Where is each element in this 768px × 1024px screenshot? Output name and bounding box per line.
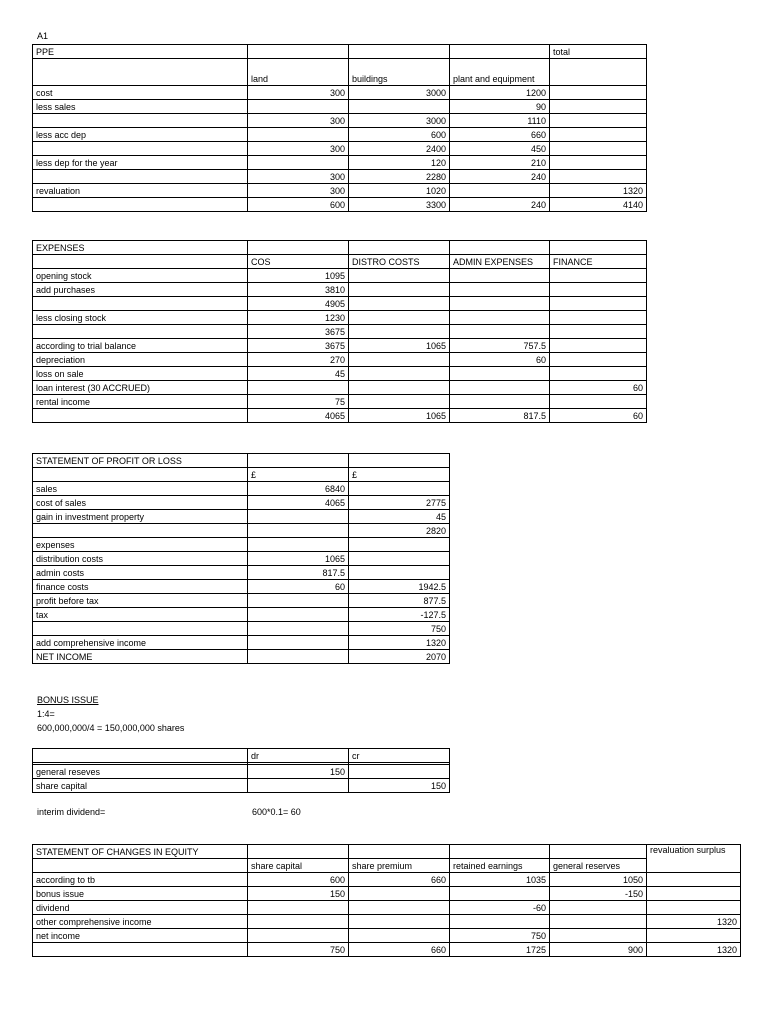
soce-header-general-reserves: general reserves	[550, 859, 647, 873]
pl-row-label: distribution costs	[33, 552, 248, 566]
pl-row	[33, 552, 450, 566]
ppe-title-row	[33, 45, 647, 59]
expenses-row	[33, 409, 647, 423]
pl-cell	[248, 510, 349, 524]
expenses-row	[33, 367, 647, 381]
ppe-cell: 600	[248, 198, 349, 212]
pl-cell	[248, 524, 349, 538]
soce-cell	[349, 901, 450, 915]
soce-cell: -150	[550, 887, 647, 901]
pl-cell: 45	[349, 510, 450, 524]
pl-cell	[248, 636, 349, 650]
ppe-cell: 2400	[349, 142, 450, 156]
ppe-header-total: total	[550, 45, 647, 59]
ppe-cell: 300	[248, 86, 349, 100]
journal-row	[33, 779, 450, 793]
journal-cell	[349, 765, 450, 779]
pl-row	[33, 650, 450, 664]
ppe-cell	[349, 100, 450, 114]
pl-cell	[248, 622, 349, 636]
ppe-cell	[550, 142, 647, 156]
soce-cell	[248, 915, 349, 929]
journal-cell: 150	[248, 765, 349, 779]
ppe-row-label	[33, 142, 248, 156]
ppe-cell	[450, 184, 550, 198]
pl-row	[33, 580, 450, 594]
ppe-cell: 300	[248, 184, 349, 198]
expenses-cell: 1065	[349, 339, 450, 353]
ppe-cell: 210	[450, 156, 550, 170]
pl-row	[33, 538, 450, 552]
ppe-row-label	[33, 198, 248, 212]
soce-cell	[647, 873, 741, 887]
pl-cell	[349, 566, 450, 580]
expenses-header-finance: FINANCE	[550, 255, 647, 269]
soce-cell	[647, 929, 741, 943]
soce-cell: 660	[349, 943, 450, 957]
expenses-cell	[349, 311, 450, 325]
soce-cell: 600	[248, 873, 349, 887]
journal-header-dr: dr	[248, 749, 349, 763]
soce-cell	[248, 929, 349, 943]
expenses-cell: 60	[550, 409, 647, 423]
expenses-cell	[550, 283, 647, 297]
pl-row	[33, 622, 450, 636]
pl-cell: 1065	[248, 552, 349, 566]
pl-header-col2: £	[349, 468, 450, 482]
ppe-row	[33, 170, 647, 184]
ppe-cell	[550, 86, 647, 100]
pl-title: STATEMENT OF PROFIT OR LOSS	[33, 454, 248, 468]
ppe-cell: 300	[248, 170, 349, 184]
ppe-cell: 90	[450, 100, 550, 114]
ppe-cell: 3300	[349, 198, 450, 212]
expenses-cell	[550, 395, 647, 409]
soce-row	[33, 915, 741, 929]
ppe-row	[33, 128, 647, 142]
ppe-cell	[550, 170, 647, 184]
expenses-header-row	[33, 255, 647, 269]
journal-row	[33, 765, 450, 779]
expenses-row-label	[33, 325, 248, 339]
ppe-row-label: revaluation	[33, 184, 248, 198]
soce-row-label	[33, 943, 248, 957]
expenses-cell: 3675	[248, 325, 349, 339]
ppe-row	[33, 198, 647, 212]
soce-row-label: other comprehensive income	[33, 915, 248, 929]
pl-cell: 6840	[248, 482, 349, 496]
pl-table	[32, 453, 450, 664]
pl-cell	[349, 482, 450, 496]
expenses-cell	[450, 311, 550, 325]
journal-table	[32, 748, 450, 793]
expenses-cell	[450, 283, 550, 297]
ppe-row-label: cost	[33, 86, 248, 100]
expenses-row-label: loss on sale	[33, 367, 248, 381]
ppe-row-label: less acc dep	[33, 128, 248, 142]
soce-row	[33, 901, 741, 915]
expenses-row	[33, 297, 647, 311]
expenses-cell	[550, 339, 647, 353]
expenses-cell	[450, 325, 550, 339]
ppe-row	[33, 114, 647, 128]
ppe-cell	[550, 100, 647, 114]
ppe-cell: 1200	[450, 86, 550, 100]
expenses-cell: 757.5	[450, 339, 550, 353]
pl-row	[33, 566, 450, 580]
sheet-label: A1	[37, 31, 49, 41]
expenses-cell: 1230	[248, 311, 349, 325]
pl-cell: 2070	[349, 650, 450, 664]
soce-cell	[349, 915, 450, 929]
journal-cell: 150	[349, 779, 450, 793]
pl-row-label: NET INCOME	[33, 650, 248, 664]
expenses-cell	[349, 381, 450, 395]
pl-row	[33, 496, 450, 510]
ppe-cell: 240	[450, 170, 550, 184]
journal-header-row	[33, 749, 450, 763]
expenses-cell	[349, 395, 450, 409]
pl-row	[33, 524, 450, 538]
soce-row-label: dividend	[33, 901, 248, 915]
pl-cell	[349, 552, 450, 566]
pl-header-row	[33, 468, 450, 482]
soce-cell: 150	[248, 887, 349, 901]
expenses-row-label: according to trial balance	[33, 339, 248, 353]
soce-cell	[450, 915, 550, 929]
pl-row	[33, 636, 450, 650]
pl-cell: 877.5	[349, 594, 450, 608]
soce-cell: 1320	[647, 915, 741, 929]
expenses-row	[33, 325, 647, 339]
expenses-cell	[550, 269, 647, 283]
soce-cell	[647, 901, 741, 915]
ppe-cell	[248, 156, 349, 170]
expenses-cell: 1065	[349, 409, 450, 423]
expenses-cell	[550, 311, 647, 325]
ppe-cell	[550, 128, 647, 142]
ppe-row	[33, 86, 647, 100]
soce-cell	[550, 915, 647, 929]
expenses-row	[33, 381, 647, 395]
soce-title: STATEMENT OF CHANGES IN EQUITY	[33, 845, 248, 859]
ppe-row	[33, 184, 647, 198]
ppe-cell: 600	[349, 128, 450, 142]
expenses-cell	[349, 297, 450, 311]
soce-header-retained: retained earnings	[450, 859, 550, 873]
expenses-header-cos: COS	[248, 255, 349, 269]
ppe-cell: 1020	[349, 184, 450, 198]
expenses-cell: 817.5	[450, 409, 550, 423]
expenses-cell	[349, 353, 450, 367]
ppe-cell: 3000	[349, 86, 450, 100]
pl-cell: 1942.5	[349, 580, 450, 594]
soce-row	[33, 929, 741, 943]
soce-cell: 1725	[450, 943, 550, 957]
pl-row-label: add comprehensive income	[33, 636, 248, 650]
expenses-cell: 270	[248, 353, 349, 367]
soce-header-revaluation: revaluation surplus	[647, 845, 741, 873]
expenses-cell	[450, 297, 550, 311]
ppe-cell	[550, 114, 647, 128]
soce-cell: 900	[550, 943, 647, 957]
pl-cell: -127.5	[349, 608, 450, 622]
pl-cell	[248, 650, 349, 664]
ppe-cell	[248, 128, 349, 142]
expenses-cell: 45	[248, 367, 349, 381]
expenses-row	[33, 339, 647, 353]
soce-cell	[550, 901, 647, 915]
pl-cell: 2820	[349, 524, 450, 538]
expenses-cell: 3675	[248, 339, 349, 353]
ppe-cell: 300	[248, 142, 349, 156]
ppe-row-label	[33, 114, 248, 128]
ppe-cell: 1110	[450, 114, 550, 128]
expenses-row-label	[33, 409, 248, 423]
soce-cell	[248, 901, 349, 915]
bonus-ratio: 1:4=	[37, 709, 55, 719]
expenses-cell: 60	[550, 381, 647, 395]
expenses-row	[33, 269, 647, 283]
soce-cell	[550, 929, 647, 943]
ppe-table	[32, 44, 647, 212]
soce-cell: 750	[450, 929, 550, 943]
pl-row	[33, 608, 450, 622]
soce-header-share-capital: share capital	[248, 859, 349, 873]
expenses-row-label	[33, 297, 248, 311]
expenses-cell	[450, 269, 550, 283]
expenses-cell	[550, 297, 647, 311]
pl-cell	[248, 538, 349, 552]
soce-table	[32, 844, 741, 957]
ppe-row-label: less sales	[33, 100, 248, 114]
pl-cell	[248, 608, 349, 622]
expenses-cell	[450, 367, 550, 381]
ppe-cell: 240	[450, 198, 550, 212]
expenses-row-label: loan interest (30 ACCRUED)	[33, 381, 248, 395]
pl-row	[33, 594, 450, 608]
expenses-row	[33, 311, 647, 325]
soce-row-label: according to tb	[33, 873, 248, 887]
soce-cell: 660	[349, 873, 450, 887]
pl-header-col1: £	[248, 468, 349, 482]
ppe-title: PPE	[33, 45, 248, 59]
ppe-cell: 300	[248, 114, 349, 128]
interim-dividend-value: 600*0.1= 60	[252, 807, 301, 817]
pl-cell: 817.5	[248, 566, 349, 580]
pl-cell: 750	[349, 622, 450, 636]
journal-row-label: share capital	[33, 779, 248, 793]
pl-row-label: sales	[33, 482, 248, 496]
pl-cell: 1320	[349, 636, 450, 650]
expenses-row-label: rental income	[33, 395, 248, 409]
pl-cell: 2775	[349, 496, 450, 510]
expenses-cell	[349, 367, 450, 381]
soce-cell	[349, 887, 450, 901]
soce-header-share-premium: share premium	[349, 859, 450, 873]
ppe-cell: 450	[450, 142, 550, 156]
journal-row-label: general reseves	[33, 765, 248, 779]
pl-row-label: gain in investment property	[33, 510, 248, 524]
soce-header-row	[33, 859, 741, 873]
pl-title-row	[33, 454, 450, 468]
pl-row-label: tax	[33, 608, 248, 622]
ppe-cell: 3000	[349, 114, 450, 128]
expenses-cell: 60	[450, 353, 550, 367]
pl-row-label: profit before tax	[33, 594, 248, 608]
pl-row-label: admin costs	[33, 566, 248, 580]
interim-dividend-label: interim dividend=	[37, 807, 106, 817]
expenses-cell	[550, 325, 647, 339]
expenses-title-row	[33, 241, 647, 255]
ppe-row	[33, 156, 647, 170]
expenses-cell	[349, 325, 450, 339]
soce-cell	[349, 929, 450, 943]
expenses-cell	[349, 269, 450, 283]
ppe-header-plant: plant and equipment	[450, 59, 550, 86]
expenses-table	[32, 240, 647, 423]
soce-cell: 1050	[550, 873, 647, 887]
expenses-row	[33, 395, 647, 409]
soce-row	[33, 873, 741, 887]
ppe-row	[33, 142, 647, 156]
pl-row-label	[33, 524, 248, 538]
soce-cell: 1035	[450, 873, 550, 887]
soce-title-row	[33, 845, 741, 859]
expenses-row-label: less closing stock	[33, 311, 248, 325]
expenses-row	[33, 283, 647, 297]
ppe-row-label: less dep for the year	[33, 156, 248, 170]
expenses-cell	[349, 283, 450, 297]
soce-cell	[647, 887, 741, 901]
pl-row-label	[33, 622, 248, 636]
ppe-row-label	[33, 170, 248, 184]
soce-row-label: net income	[33, 929, 248, 943]
ppe-cell: 1320	[550, 184, 647, 198]
journal-header-cr: cr	[349, 749, 450, 763]
bonus-calc: 600,000,000/4 = 150,000,000 shares	[37, 723, 185, 733]
expenses-cell: 4065	[248, 409, 349, 423]
expenses-cell	[550, 353, 647, 367]
expenses-row	[33, 353, 647, 367]
pl-row-label: cost of sales	[33, 496, 248, 510]
ppe-cell: 4140	[550, 198, 647, 212]
pl-cell: 60	[248, 580, 349, 594]
ppe-header-land: land	[248, 59, 349, 86]
expenses-row-label: add purchases	[33, 283, 248, 297]
soce-cell: 750	[248, 943, 349, 957]
pl-cell	[349, 538, 450, 552]
pl-row-label: expenses	[33, 538, 248, 552]
soce-row-label: bonus issue	[33, 887, 248, 901]
expenses-cell: 3810	[248, 283, 349, 297]
expenses-title: EXPENSES	[33, 241, 248, 255]
expenses-header-distro: DISTRO COSTS	[349, 255, 450, 269]
expenses-header-admin: ADMIN EXPENSES	[450, 255, 550, 269]
ppe-cell: 660	[450, 128, 550, 142]
expenses-cell	[550, 367, 647, 381]
bonus-title: BONUS ISSUE	[37, 695, 99, 705]
ppe-row	[33, 100, 647, 114]
expenses-row-label: opening stock	[33, 269, 248, 283]
journal-cell	[248, 779, 349, 793]
expenses-cell: 1095	[248, 269, 349, 283]
ppe-header-buildings: buildings	[349, 59, 450, 86]
expenses-cell: 4905	[248, 297, 349, 311]
soce-cell	[450, 887, 550, 901]
ppe-cell: 2280	[349, 170, 450, 184]
soce-cell: -60	[450, 901, 550, 915]
pl-row	[33, 510, 450, 524]
expenses-cell	[248, 381, 349, 395]
expenses-cell	[450, 381, 550, 395]
pl-row-label: finance costs	[33, 580, 248, 594]
soce-cell: 1320	[647, 943, 741, 957]
expenses-cell	[450, 395, 550, 409]
ppe-cell	[248, 100, 349, 114]
soce-row	[33, 943, 741, 957]
pl-cell	[248, 594, 349, 608]
expenses-row-label: depreciation	[33, 353, 248, 367]
soce-row	[33, 887, 741, 901]
pl-cell: 4065	[248, 496, 349, 510]
pl-row	[33, 482, 450, 496]
ppe-header-row	[33, 59, 647, 86]
expenses-cell: 75	[248, 395, 349, 409]
ppe-cell	[550, 156, 647, 170]
ppe-cell: 120	[349, 156, 450, 170]
